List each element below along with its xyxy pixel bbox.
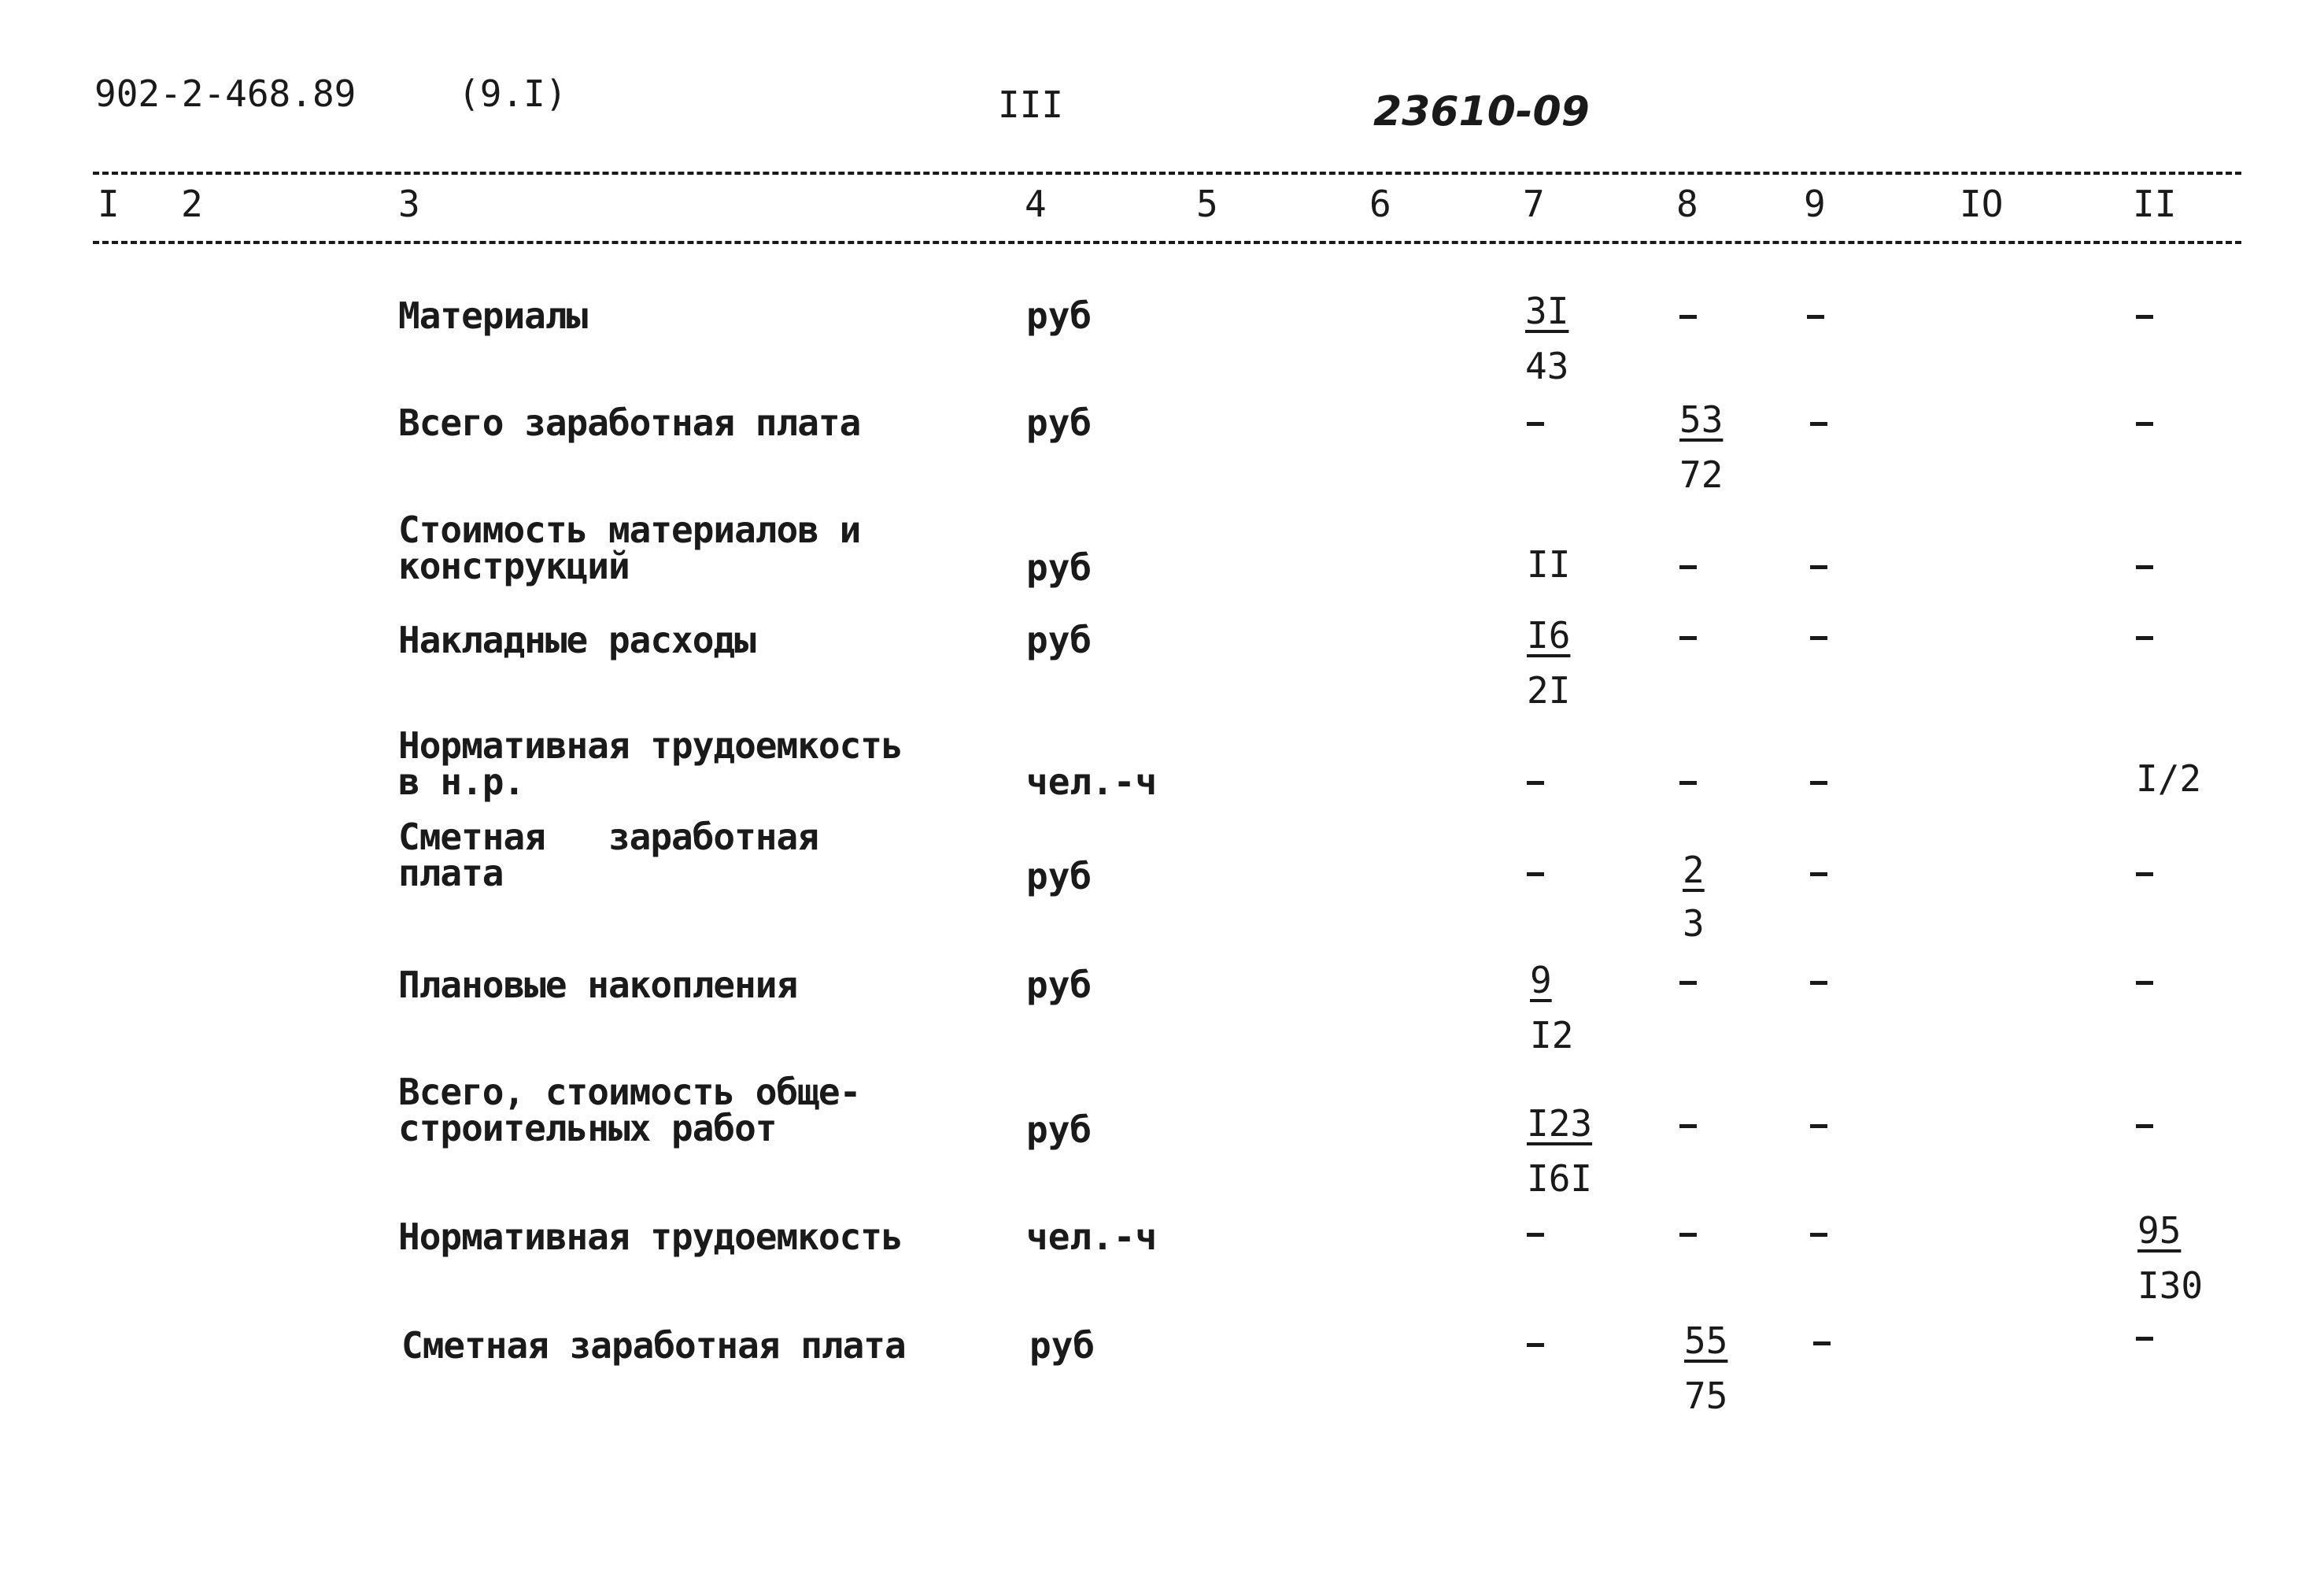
col8-denominator: 72 — [1679, 453, 1724, 496]
column-header-4: 4 — [1025, 183, 1047, 225]
table-header-bottom-rule — [93, 241, 2241, 244]
row-label-line1: Нормативная трудоемкость — [398, 724, 903, 767]
col8-denominator: 3 — [1683, 902, 1705, 945]
col8-dash — [1679, 636, 1697, 640]
col9-dash — [1810, 636, 1827, 640]
col9-dash — [1810, 422, 1827, 426]
row-label: Накладные расходы — [398, 619, 756, 661]
col7-numerator: 3I — [1525, 290, 1569, 332]
row-label-line1: Всего, стоимость обще- — [398, 1071, 861, 1113]
section-number: (9.I) — [458, 72, 567, 115]
col11-dash — [2136, 636, 2153, 640]
col8-dash — [1679, 315, 1697, 319]
col7-denominator: I2 — [1530, 1014, 1574, 1056]
column-header-6: 6 — [1369, 183, 1391, 225]
col11-dash — [2136, 565, 2153, 569]
col9-dash — [1810, 1233, 1827, 1237]
col8-numerator: 53 — [1679, 398, 1724, 441]
row-label-line2: плата — [398, 852, 504, 894]
column-header-10: IO — [1960, 183, 2004, 225]
col11-numerator: 95 — [2137, 1209, 2182, 1252]
row-unit: чел.-ч — [1026, 760, 1158, 803]
col7-numerator: 9 — [1530, 959, 1552, 1001]
col7-value: II — [1527, 543, 1571, 586]
row-unit: руб — [1026, 855, 1092, 897]
column-header-11: II — [2133, 183, 2177, 225]
col8-numerator: 55 — [1684, 1319, 1728, 1362]
row-label-line1: Сметная заработная — [398, 816, 818, 858]
col9-dash — [1810, 981, 1827, 985]
col11-dash — [2136, 315, 2153, 319]
row-unit: руб — [1026, 619, 1092, 661]
row-unit: руб — [1026, 964, 1092, 1006]
col11-dash — [2136, 1124, 2153, 1128]
row-label: Сметная заработная плата — [401, 1324, 906, 1367]
col11-dash — [2136, 981, 2153, 985]
col11-dash — [2136, 1337, 2153, 1341]
column-header-1: I — [98, 183, 120, 225]
col8-dash — [1679, 1233, 1697, 1237]
row-unit: руб — [1026, 546, 1092, 589]
col7-denominator: 2I — [1527, 669, 1571, 712]
col11-denominator: I30 — [2137, 1264, 2204, 1307]
col7-dash — [1527, 1233, 1544, 1237]
handwritten-stamp-number: 23610-09 — [1373, 88, 1590, 135]
col9-dash — [1810, 781, 1827, 785]
col8-dash — [1679, 981, 1697, 985]
col7-numerator: I23 — [1527, 1102, 1593, 1145]
column-header-7: 7 — [1523, 183, 1545, 225]
row-unit: чел.-ч — [1026, 1216, 1158, 1258]
col7-denominator: I6I — [1527, 1157, 1593, 1200]
col9-dash — [1810, 872, 1827, 876]
row-label-line2: строительных работ — [398, 1107, 777, 1149]
col8-dash — [1679, 565, 1697, 569]
row-label-line1: Стоимость материалов и — [398, 509, 861, 551]
page-number: III — [998, 83, 1064, 126]
col7-denominator: 43 — [1525, 345, 1569, 387]
col9-dash — [1810, 1124, 1827, 1128]
table-top-rule — [93, 172, 2241, 175]
row-label: Всего заработная плата — [398, 401, 861, 444]
col8-dash — [1679, 781, 1697, 785]
col7-dash — [1527, 1343, 1544, 1347]
document-code: 902-2-468.89 — [94, 72, 357, 115]
col8-dash — [1679, 1124, 1697, 1128]
col11-value: I/2 — [2136, 757, 2202, 800]
col7-numerator: I6 — [1527, 614, 1571, 657]
col7-dash — [1527, 872, 1544, 876]
column-header-3: 3 — [398, 183, 420, 225]
col7-dash — [1527, 781, 1544, 785]
col11-dash — [2136, 872, 2153, 876]
col9-dash — [1810, 565, 1827, 569]
col8-denominator: 75 — [1684, 1375, 1728, 1417]
col8-numerator: 2 — [1683, 849, 1705, 891]
row-label: Материалы — [398, 294, 588, 337]
row-unit: руб — [1026, 1108, 1092, 1151]
column-header-2: 2 — [181, 183, 203, 225]
row-unit: руб — [1026, 294, 1092, 337]
column-header-8: 8 — [1676, 183, 1698, 225]
col9-dash — [1807, 315, 1824, 319]
col11-dash — [2136, 422, 2153, 426]
row-label: Нормативная трудоемкость — [398, 1216, 903, 1258]
row-label-line2: конструкций — [398, 545, 630, 587]
row-label-line2: в н.р. — [398, 760, 525, 803]
row-unit: руб — [1029, 1324, 1095, 1367]
column-header-9: 9 — [1804, 183, 1826, 225]
column-header-5: 5 — [1196, 183, 1218, 225]
col7-dash — [1527, 422, 1544, 426]
row-unit: руб — [1026, 401, 1092, 444]
row-label: Плановые накопления — [398, 964, 798, 1006]
col9-dash — [1813, 1341, 1831, 1345]
